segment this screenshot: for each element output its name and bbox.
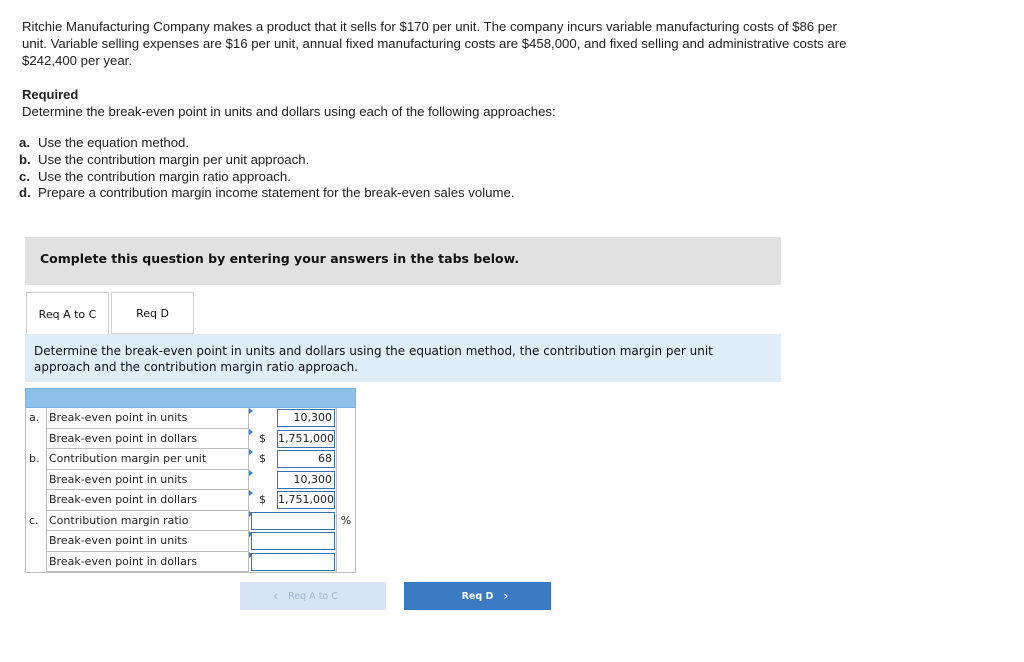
table-row bbox=[25, 531, 356, 552]
chevron-right-icon: › bbox=[503, 589, 509, 603]
required-title: Required bbox=[22, 87, 79, 102]
next-tab-label: Req D bbox=[461, 590, 494, 602]
problem-text: Ritchie Manufacturing Company makes a product that it sells for $170 per unit. The company incurs variable manufacturing costs of $86 per unit. Variable selling expenses are $16 per unit, annual fixed manufacturing costs are $458,000, and fixed selling and administrative costs are $242,400 per year. bbox=[22, 19, 847, 68]
answer-cell bbox=[248, 490, 336, 511]
prev-tab-label: Req A to C bbox=[288, 590, 338, 602]
row-label: Break-even point in dollars bbox=[46, 429, 248, 450]
answer-cell bbox=[248, 449, 336, 470]
requirement-item bbox=[19, 169, 514, 186]
answer-input[interactable] bbox=[251, 512, 335, 530]
answer-input[interactable]: 68 bbox=[277, 450, 335, 468]
table-row bbox=[25, 552, 356, 573]
unit-cell bbox=[336, 552, 356, 573]
row-letter bbox=[25, 490, 46, 511]
required-text: Determine the break-even point in units and dollars using each of the following approaches: bbox=[22, 104, 556, 119]
row-letter bbox=[25, 531, 46, 552]
answer-input[interactable]: 10,300 bbox=[277, 471, 335, 489]
dollar-sign: $ bbox=[259, 452, 266, 465]
answer-cell bbox=[248, 531, 336, 552]
tab-instructions: Determine the break-even point in units and dollars using the equation method, the contribution margin per unit approach and the contribution margin ratio approach. bbox=[25, 334, 781, 382]
table-row bbox=[25, 511, 356, 532]
answer-cell bbox=[248, 511, 336, 532]
banner-text: Complete this question by entering your answers in the tabs below. bbox=[40, 251, 520, 266]
requirements-list bbox=[19, 135, 514, 202]
table-row bbox=[25, 408, 356, 429]
input-marker-icon bbox=[249, 470, 253, 476]
requirement-item bbox=[19, 135, 514, 152]
tab-req-a-to-c[interactable]: Req A to C bbox=[26, 292, 109, 336]
answer-table-header bbox=[25, 388, 356, 408]
row-letter bbox=[25, 552, 46, 573]
answer-cell bbox=[248, 408, 336, 429]
dollar-sign: $ bbox=[259, 431, 266, 445]
unit-cell bbox=[336, 408, 356, 429]
unit-cell: % bbox=[336, 511, 356, 532]
row-letter bbox=[25, 429, 46, 450]
row-letter bbox=[25, 470, 46, 491]
answer-input[interactable] bbox=[251, 532, 335, 550]
requirement-text: Use the contribution margin per unit approach. bbox=[38, 151, 310, 167]
next-tab-button[interactable] bbox=[404, 582, 551, 610]
unit-cell bbox=[336, 470, 356, 491]
row-label: Break-even point in units bbox=[46, 470, 248, 491]
input-marker-icon bbox=[249, 408, 253, 414]
requirement-text: Prepare a contribution margin income statement for the break-even sales volume. bbox=[38, 185, 515, 201]
requirement-letter: c. bbox=[19, 168, 30, 184]
table-bottom-border bbox=[25, 572, 356, 573]
table-row bbox=[25, 490, 356, 511]
tab-req-d[interactable]: Req D bbox=[111, 292, 194, 334]
input-marker-icon bbox=[249, 449, 253, 455]
answer-cell bbox=[248, 429, 336, 450]
answer-input[interactable]: 1,751,000 bbox=[277, 491, 335, 509]
table-row bbox=[25, 470, 356, 491]
unit-cell bbox=[336, 449, 356, 470]
table-row bbox=[25, 449, 356, 470]
requirement-item bbox=[19, 152, 514, 169]
unit-cell bbox=[336, 490, 356, 511]
requirement-text: Use the contribution margin ratio approach. bbox=[38, 168, 291, 184]
requirement-item bbox=[19, 185, 514, 202]
row-letter: c. bbox=[25, 511, 46, 532]
requirement-letter: d. bbox=[19, 185, 31, 201]
answer-cell bbox=[248, 552, 336, 573]
row-label: Break-even point in dollars bbox=[46, 490, 248, 511]
row-label: Contribution margin per unit bbox=[46, 449, 248, 470]
requirement-letter: a. bbox=[19, 135, 30, 150]
unit-cell bbox=[336, 429, 356, 450]
answer-input[interactable]: 1,751,000 bbox=[277, 430, 335, 448]
input-marker-icon bbox=[249, 429, 253, 435]
answer-cell bbox=[248, 470, 336, 491]
row-label: Break-even point in units bbox=[46, 408, 248, 429]
requirement-text: Use the equation method. bbox=[38, 135, 190, 150]
row-label: Break-even point in dollars bbox=[46, 552, 248, 573]
row-letter: b. bbox=[25, 449, 46, 470]
prev-tab-button[interactable] bbox=[240, 582, 386, 610]
row-label: Break-even point in units bbox=[46, 531, 248, 552]
input-marker-icon bbox=[249, 490, 253, 496]
dollar-sign: $ bbox=[259, 493, 266, 506]
chevron-left-icon: ‹ bbox=[273, 589, 279, 603]
row-letter: a. bbox=[25, 408, 46, 429]
instruction-banner bbox=[25, 237, 781, 285]
requirement-letter: b. bbox=[19, 151, 31, 167]
unit-cell bbox=[336, 531, 356, 552]
row-label: Contribution margin ratio bbox=[46, 511, 248, 532]
answer-input[interactable] bbox=[251, 553, 335, 571]
answer-input[interactable]: 10,300 bbox=[277, 409, 335, 427]
table-row bbox=[25, 429, 356, 450]
